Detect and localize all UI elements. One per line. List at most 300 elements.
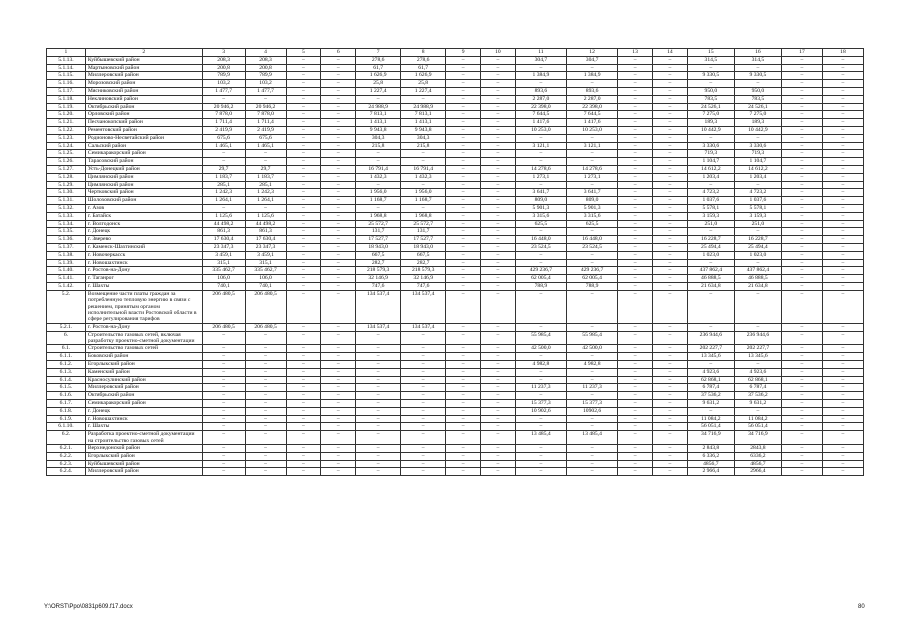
value-cell: 37 536,2 <box>734 392 781 400</box>
value-cell: 4 982,8 <box>567 360 618 368</box>
value-cell: – <box>481 189 516 197</box>
value-cell: – <box>245 399 286 407</box>
value-cell: – <box>321 119 356 127</box>
value-cell: 1 227,4 <box>401 87 446 95</box>
column-number-cell: 13 <box>618 49 653 57</box>
value-cell: – <box>515 251 566 259</box>
table-row <box>47 181 864 189</box>
value-cell: – <box>567 259 618 267</box>
value-cell: – <box>618 197 653 205</box>
value-cell: – <box>652 323 687 331</box>
value-cell: 215,8 <box>401 142 446 150</box>
row-name-cell: г. Донецк <box>85 407 202 415</box>
value-cell: – <box>356 431 401 445</box>
value-cell: – <box>822 80 863 88</box>
value-cell: – <box>286 126 321 134</box>
row-number-cell: 5.1.24. <box>47 142 86 150</box>
value-cell: – <box>822 72 863 80</box>
value-cell: – <box>822 228 863 236</box>
value-cell: 1 432,3 <box>356 173 401 181</box>
value-cell: 16 791,4 <box>401 165 446 173</box>
value-cell: 1 626,9 <box>401 72 446 80</box>
value-cell: 315,1 <box>202 259 245 267</box>
value-cell: – <box>481 103 516 111</box>
value-cell: – <box>618 80 653 88</box>
value-cell: – <box>321 290 356 323</box>
row-name-cell: Октябрьский район <box>85 392 202 400</box>
value-cell: – <box>515 415 566 423</box>
value-cell: 1 413,1 <box>356 119 401 127</box>
value-cell: – <box>618 243 653 251</box>
value-cell: – <box>567 80 618 88</box>
table-row <box>47 80 864 88</box>
row-name-cell: г. Каменск-Шахтинский <box>85 243 202 251</box>
value-cell: 29,7 <box>245 165 286 173</box>
value-cell: – <box>202 368 245 376</box>
row-number-cell: 6.1.2. <box>47 360 86 368</box>
value-cell: – <box>356 392 401 400</box>
value-cell: – <box>401 353 446 361</box>
value-cell: – <box>652 423 687 431</box>
value-cell: – <box>781 360 822 368</box>
value-cell: 1 125,6 <box>245 212 286 220</box>
value-cell: 24 526,1 <box>734 103 781 111</box>
value-cell: 3 641,7 <box>515 189 566 197</box>
value-cell: 335 462,7 <box>202 267 245 275</box>
value-cell: – <box>515 392 566 400</box>
value-cell: 6 787,4 <box>734 384 781 392</box>
row-name-cell: Егорлыкский район <box>85 452 202 460</box>
value-cell: – <box>401 158 446 166</box>
value-cell: – <box>618 345 653 353</box>
value-cell: – <box>687 259 734 267</box>
value-cell: 11 237,3 <box>567 384 618 392</box>
value-cell: – <box>401 431 446 445</box>
value-cell: 667,5 <box>356 251 401 259</box>
value-cell: – <box>356 360 401 368</box>
value-cell: 10 253,0 <box>515 126 566 134</box>
value-cell: 429 236,7 <box>567 267 618 275</box>
value-cell: – <box>822 290 863 323</box>
value-cell: 6 787,4 <box>687 384 734 392</box>
value-cell: – <box>286 460 321 468</box>
row-name-cell: Шолоховский район <box>85 197 202 205</box>
value-cell: 789,9 <box>245 72 286 80</box>
row-name-cell: Усть-Донецкий район <box>85 165 202 173</box>
value-cell: 7 878,0 <box>245 111 286 119</box>
value-cell: – <box>446 468 481 476</box>
value-cell: – <box>481 368 516 376</box>
value-cell: – <box>446 197 481 205</box>
value-cell: – <box>822 236 863 244</box>
value-cell: 315,1 <box>245 259 286 267</box>
value-cell: – <box>481 444 516 452</box>
table-row <box>47 236 864 244</box>
value-cell: 314,5 <box>687 56 734 64</box>
value-cell: 1 477,7 <box>202 87 245 95</box>
value-cell: – <box>822 267 863 275</box>
value-cell: – <box>245 423 286 431</box>
value-cell: – <box>286 204 321 212</box>
value-cell: – <box>652 173 687 181</box>
value-cell: – <box>401 407 446 415</box>
value-cell: – <box>567 134 618 142</box>
value-cell: 14 278,6 <box>515 165 566 173</box>
row-number-cell: 5.1.29. <box>47 181 86 189</box>
value-cell: – <box>481 251 516 259</box>
value-cell: – <box>781 353 822 361</box>
value-cell: – <box>822 353 863 361</box>
value-cell: – <box>781 142 822 150</box>
value-cell: – <box>822 423 863 431</box>
value-cell: – <box>734 80 781 88</box>
value-cell: – <box>618 228 653 236</box>
table-row <box>47 251 864 259</box>
value-cell: – <box>245 331 286 345</box>
value-cell: 25 572,7 <box>401 220 446 228</box>
value-cell: – <box>446 111 481 119</box>
value-cell: 1 037,6 <box>734 197 781 205</box>
row-name-cell: Цимлянский район <box>85 173 202 181</box>
row-number-cell: 5.1.27. <box>47 165 86 173</box>
value-cell: 25,8 <box>356 80 401 88</box>
value-cell: – <box>515 80 566 88</box>
value-cell: 55 985,4 <box>567 331 618 345</box>
value-cell: – <box>286 267 321 275</box>
row-name-cell: г. Зверево <box>85 236 202 244</box>
value-cell: 1 273,1 <box>515 173 566 181</box>
value-cell: – <box>286 251 321 259</box>
value-cell: 3 159,3 <box>687 212 734 220</box>
value-cell: – <box>781 468 822 476</box>
value-cell: – <box>286 353 321 361</box>
value-cell: – <box>822 251 863 259</box>
value-cell: 788,9 <box>567 282 618 290</box>
value-cell: – <box>652 392 687 400</box>
value-cell: 1 242,3 <box>202 189 245 197</box>
value-cell: – <box>321 228 356 236</box>
value-cell: 5 578,1 <box>734 204 781 212</box>
value-cell: 950,0 <box>687 87 734 95</box>
value-cell: – <box>245 360 286 368</box>
value-cell: 3 641,7 <box>567 189 618 197</box>
value-cell: 2 287,0 <box>515 95 566 103</box>
value-cell: 1 168,7 <box>356 197 401 205</box>
row-name-cell: Мартыновский район <box>85 64 202 72</box>
value-cell: – <box>202 392 245 400</box>
value-cell: – <box>781 95 822 103</box>
value-cell: – <box>446 423 481 431</box>
value-cell: – <box>781 251 822 259</box>
value-cell: – <box>481 243 516 251</box>
value-cell: – <box>481 460 516 468</box>
value-cell: – <box>286 243 321 251</box>
value-cell: – <box>321 212 356 220</box>
value-cell: 251,0 <box>687 220 734 228</box>
value-cell: – <box>321 360 356 368</box>
row-number-cell: 5.1.32. <box>47 204 86 212</box>
value-cell: 46 888,5 <box>687 275 734 283</box>
value-cell: – <box>781 384 822 392</box>
value-cell: – <box>652 204 687 212</box>
value-cell: – <box>321 251 356 259</box>
value-cell: – <box>567 368 618 376</box>
value-cell: – <box>321 275 356 283</box>
value-cell: – <box>822 275 863 283</box>
value-cell: – <box>481 452 516 460</box>
row-name-cell: Строительство газовых сетей <box>85 345 202 353</box>
value-cell: – <box>618 220 653 228</box>
value-cell: – <box>781 431 822 445</box>
value-cell: – <box>734 360 781 368</box>
value-cell: 740,1 <box>245 282 286 290</box>
value-cell: 335 462,7 <box>245 267 286 275</box>
value-cell: – <box>202 95 245 103</box>
value-cell: – <box>481 392 516 400</box>
value-cell: – <box>781 236 822 244</box>
value-cell: – <box>401 399 446 407</box>
value-cell: 61,7 <box>401 64 446 72</box>
row-name-cell: Чертковский район <box>85 189 202 197</box>
value-cell: – <box>286 64 321 72</box>
value-cell: – <box>202 376 245 384</box>
value-cell: – <box>245 368 286 376</box>
value-cell: – <box>567 415 618 423</box>
value-cell: – <box>618 384 653 392</box>
value-cell: 13 485,4 <box>567 431 618 445</box>
value-cell: 7 813,1 <box>401 111 446 119</box>
value-cell: – <box>734 323 781 331</box>
value-cell: 282,7 <box>356 259 401 267</box>
value-cell: 278,6 <box>356 56 401 64</box>
column-number-cell: 6 <box>321 49 356 57</box>
value-cell: 3 121,1 <box>515 142 566 150</box>
table-row <box>47 431 864 445</box>
column-number-cell: 4 <box>245 49 286 57</box>
value-cell: 4 923,6 <box>734 368 781 376</box>
value-cell: – <box>321 345 356 353</box>
value-cell: – <box>481 376 516 384</box>
value-cell: – <box>321 452 356 460</box>
table-row <box>47 150 864 158</box>
value-cell: – <box>202 444 245 452</box>
value-cell: – <box>286 95 321 103</box>
value-cell: – <box>321 220 356 228</box>
value-cell: – <box>321 158 356 166</box>
value-cell: – <box>446 64 481 72</box>
value-cell: – <box>618 165 653 173</box>
value-cell: – <box>652 80 687 88</box>
value-cell: 2966,4 <box>734 468 781 476</box>
value-cell: 17 527,7 <box>356 236 401 244</box>
value-cell: – <box>321 80 356 88</box>
value-cell: – <box>734 228 781 236</box>
value-cell: – <box>286 384 321 392</box>
value-cell: – <box>652 368 687 376</box>
value-cell: 10 253,0 <box>567 126 618 134</box>
value-cell: – <box>618 212 653 220</box>
value-cell: – <box>481 275 516 283</box>
value-cell: – <box>202 150 245 158</box>
value-cell: – <box>618 259 653 267</box>
value-cell: – <box>481 64 516 72</box>
value-cell: – <box>446 331 481 345</box>
value-cell: – <box>618 468 653 476</box>
value-cell: 3 121,1 <box>567 142 618 150</box>
value-cell: 4 982,8 <box>515 360 566 368</box>
row-name-cell: Орловский район <box>85 111 202 119</box>
row-name-cell: Куйбышевский район <box>85 460 202 468</box>
value-cell: 13 345,6 <box>734 353 781 361</box>
row-name-cell: г. Таганрог <box>85 275 202 283</box>
value-cell: – <box>446 415 481 423</box>
value-cell: – <box>481 259 516 267</box>
value-cell: – <box>446 236 481 244</box>
value-cell: – <box>481 345 516 353</box>
value-cell: – <box>618 150 653 158</box>
value-cell: – <box>618 181 653 189</box>
value-cell: – <box>618 415 653 423</box>
value-cell: – <box>286 220 321 228</box>
row-name-cell: Семикаракорский район <box>85 399 202 407</box>
value-cell: – <box>401 181 446 189</box>
value-cell: – <box>245 460 286 468</box>
value-cell: 788,9 <box>515 282 566 290</box>
value-cell: – <box>356 353 401 361</box>
value-cell: – <box>286 259 321 267</box>
value-cell: 208,3 <box>202 56 245 64</box>
row-name-cell: г. Донецк <box>85 228 202 236</box>
value-cell: – <box>618 431 653 445</box>
table-row <box>47 220 864 228</box>
value-cell: 16 228,7 <box>687 236 734 244</box>
row-name-cell: Миллеровский район <box>85 384 202 392</box>
value-cell: 18 943,0 <box>401 243 446 251</box>
value-cell: – <box>321 197 356 205</box>
value-cell: – <box>652 220 687 228</box>
value-cell: 15 377,3 <box>515 399 566 407</box>
value-cell: – <box>401 460 446 468</box>
value-cell: – <box>286 407 321 415</box>
row-name-cell: Каменский район <box>85 368 202 376</box>
value-cell: – <box>567 353 618 361</box>
value-cell: 134 537,4 <box>356 323 401 331</box>
value-cell: – <box>446 392 481 400</box>
value-cell: – <box>481 181 516 189</box>
value-cell: – <box>652 345 687 353</box>
table-row <box>47 267 864 275</box>
value-cell: 1 023,0 <box>734 251 781 259</box>
row-number-cell: 6.1.3. <box>47 368 86 376</box>
value-cell: – <box>652 126 687 134</box>
value-cell: – <box>446 228 481 236</box>
value-cell: – <box>567 460 618 468</box>
value-cell: – <box>245 150 286 158</box>
table-row <box>47 282 864 290</box>
value-cell: 44 498,2 <box>202 220 245 228</box>
value-cell: 4 723,2 <box>734 189 781 197</box>
value-cell: 2 966,4 <box>687 468 734 476</box>
value-cell: – <box>286 212 321 220</box>
table-row <box>47 72 864 80</box>
value-cell: 11 237,3 <box>515 384 566 392</box>
table-row <box>47 119 864 127</box>
table-row <box>47 345 864 353</box>
value-cell: 1 203,4 <box>734 173 781 181</box>
value-cell: – <box>321 392 356 400</box>
value-cell: – <box>321 353 356 361</box>
value-cell: 1 037,6 <box>687 197 734 205</box>
value-cell: 3 459,1 <box>245 251 286 259</box>
value-cell: – <box>446 165 481 173</box>
value-cell: – <box>401 423 446 431</box>
value-cell: – <box>781 228 822 236</box>
table-row <box>47 331 864 345</box>
row-name-cell: г. Батайск <box>85 212 202 220</box>
value-cell: 25 494,4 <box>734 243 781 251</box>
row-number-cell: 5.1.23. <box>47 134 86 142</box>
value-cell: 861,3 <box>245 228 286 236</box>
value-cell: – <box>515 181 566 189</box>
value-cell: 437 862,4 <box>687 267 734 275</box>
table-row <box>47 204 864 212</box>
value-cell: 32 146,9 <box>401 275 446 283</box>
value-cell: 437 862,4 <box>734 267 781 275</box>
value-cell: – <box>515 353 566 361</box>
value-cell: 1 264,1 <box>245 197 286 205</box>
value-cell: – <box>245 345 286 353</box>
value-cell: – <box>401 95 446 103</box>
value-cell: – <box>245 444 286 452</box>
row-number-cell: 6.2.4. <box>47 468 86 476</box>
value-cell: 62 868,1 <box>734 376 781 384</box>
value-cell: – <box>321 142 356 150</box>
value-cell: 740,1 <box>202 282 245 290</box>
value-cell: – <box>446 158 481 166</box>
row-name-cell: г. Шахты <box>85 423 202 431</box>
value-cell: – <box>446 267 481 275</box>
value-cell: 29,7 <box>202 165 245 173</box>
value-cell: – <box>822 407 863 415</box>
value-cell: – <box>652 290 687 323</box>
value-cell: – <box>481 134 516 142</box>
value-cell: – <box>652 212 687 220</box>
value-cell: – <box>286 290 321 323</box>
value-cell: – <box>652 331 687 345</box>
value-cell: – <box>446 119 481 127</box>
table-row <box>47 468 864 476</box>
row-name-cell: Строительство газовых сетей, включая разработку проектно-сметной документации <box>85 331 202 345</box>
value-cell: – <box>446 80 481 88</box>
value-cell: – <box>356 95 401 103</box>
value-cell: 304,7 <box>515 56 566 64</box>
value-cell: 21 634,8 <box>687 282 734 290</box>
value-cell: 2 287,0 <box>567 95 618 103</box>
value-cell: – <box>321 444 356 452</box>
value-cell: – <box>822 220 863 228</box>
value-cell: – <box>822 126 863 134</box>
value-cell: – <box>567 423 618 431</box>
value-cell: – <box>781 275 822 283</box>
value-cell: – <box>652 431 687 445</box>
value-cell: – <box>781 345 822 353</box>
value-cell: – <box>286 165 321 173</box>
value-cell: – <box>321 399 356 407</box>
value-cell: – <box>618 189 653 197</box>
value-cell: 809,0 <box>567 197 618 205</box>
value-cell: 24 988,9 <box>356 103 401 111</box>
value-cell: 1 104,7 <box>687 158 734 166</box>
